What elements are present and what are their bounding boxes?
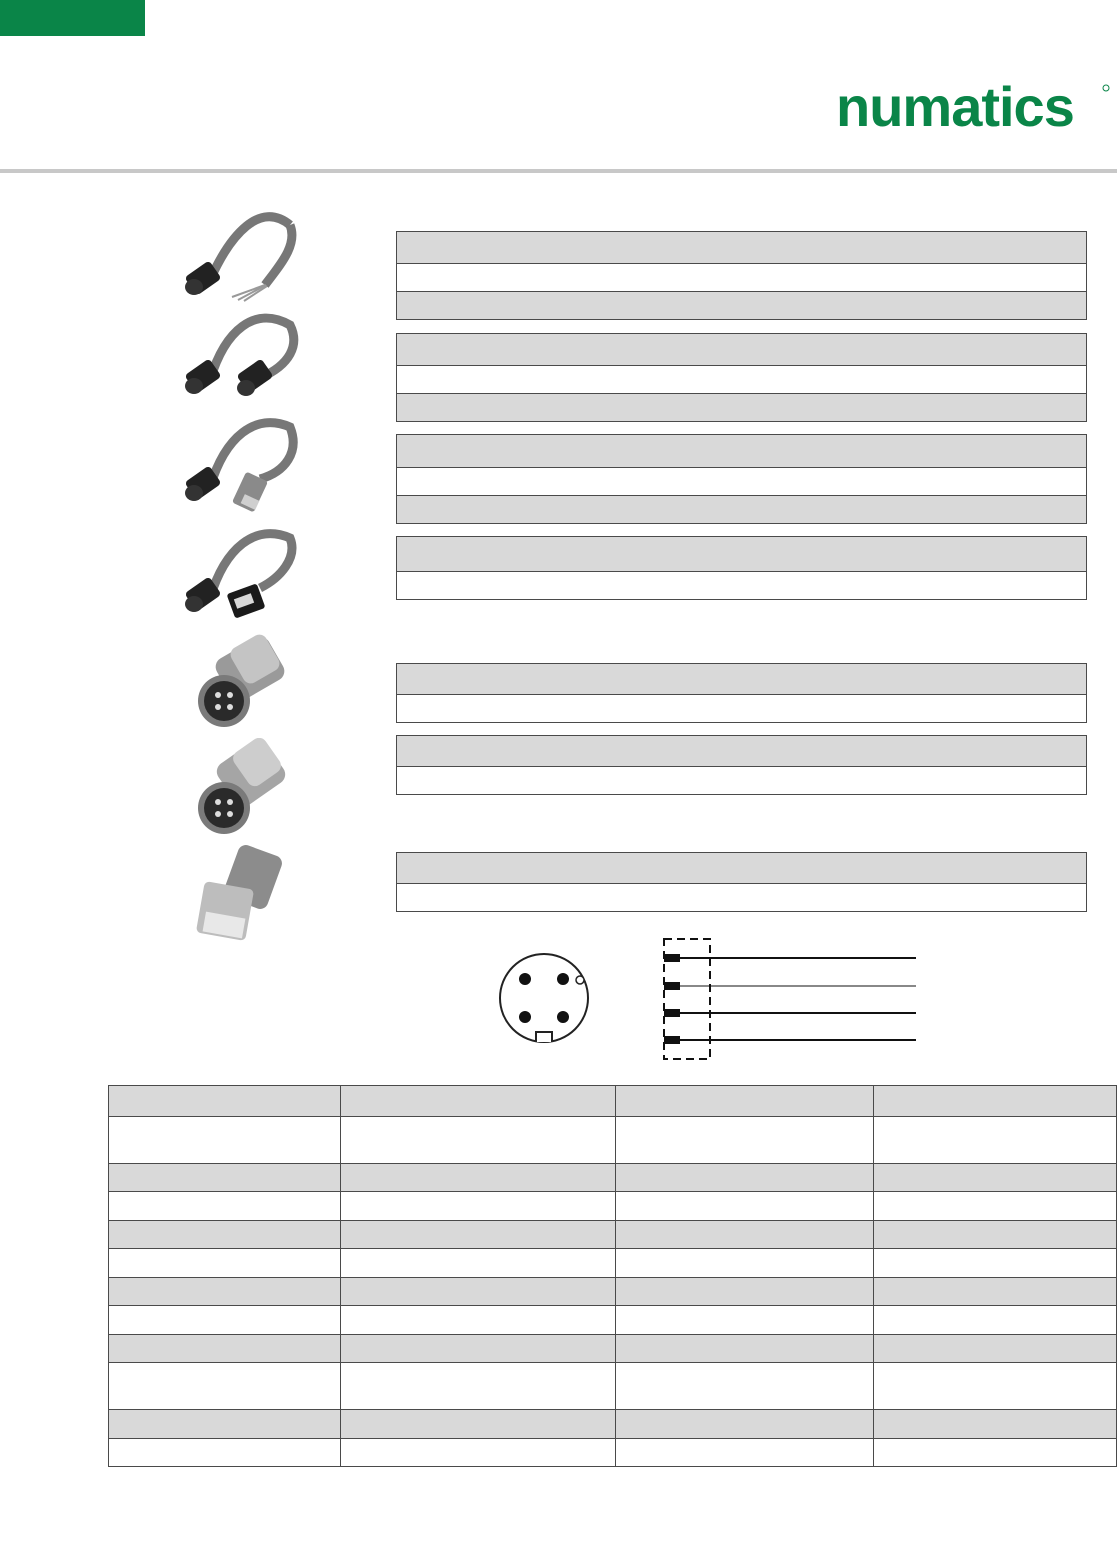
spec-row xyxy=(397,767,1087,795)
spec-table-m12-field-connector xyxy=(396,663,1087,723)
spec-row xyxy=(397,468,1087,496)
table-cell xyxy=(616,1221,874,1249)
table-cell xyxy=(109,1192,341,1221)
table-cell xyxy=(340,1278,616,1306)
table-cell xyxy=(340,1192,616,1221)
spec-row xyxy=(397,695,1087,723)
table-cell xyxy=(109,1221,341,1249)
column-header xyxy=(340,1086,616,1117)
table-cell xyxy=(874,1278,1117,1306)
spec-table-cable-open-end xyxy=(396,231,1087,320)
table-cell xyxy=(109,1278,341,1306)
table-cell xyxy=(616,1278,874,1306)
table-row xyxy=(109,1363,1117,1410)
table-cell xyxy=(109,1363,341,1410)
table-cell xyxy=(340,1249,616,1278)
table-cell xyxy=(616,1363,874,1410)
table-cell xyxy=(340,1221,616,1249)
spec-table-cable-m12-m12 xyxy=(396,333,1087,422)
table-cell xyxy=(340,1439,616,1467)
table-cell xyxy=(616,1164,874,1192)
spec-table-cable-m12-rj45 xyxy=(396,434,1087,524)
table-cell xyxy=(616,1117,874,1164)
column-header xyxy=(109,1086,341,1117)
spec-row xyxy=(397,232,1087,264)
table-row xyxy=(109,1278,1117,1306)
cable-m12-to-m12-icon xyxy=(180,310,300,410)
table-row xyxy=(109,1410,1117,1439)
table-cell xyxy=(340,1410,616,1439)
table-cell xyxy=(340,1306,616,1335)
table-row xyxy=(109,1306,1117,1335)
table-row xyxy=(109,1249,1117,1278)
cable-m12-open-end-icon xyxy=(180,205,300,305)
m12-field-connector-icon xyxy=(180,633,300,733)
table-cell xyxy=(616,1306,874,1335)
spec-table-rj45-field-connector xyxy=(396,852,1087,912)
registered-mark-icon xyxy=(1103,85,1109,91)
m12-field-connector-angled-icon xyxy=(180,738,300,838)
logo-text: numatics xyxy=(836,80,1074,132)
table-cell xyxy=(874,1192,1117,1221)
table-cell xyxy=(340,1164,616,1192)
cable-m12-to-rj45-black-icon xyxy=(180,528,300,628)
table-row xyxy=(109,1117,1117,1164)
table-cell xyxy=(874,1249,1117,1278)
spec-row xyxy=(397,366,1087,394)
table-cell xyxy=(109,1249,341,1278)
table-cell xyxy=(874,1335,1117,1363)
table-cell xyxy=(340,1335,616,1363)
table-cell xyxy=(109,1410,341,1439)
table-row xyxy=(109,1335,1117,1363)
numatics-logo xyxy=(836,80,1110,132)
header-accent-bar xyxy=(0,0,145,36)
spec-row xyxy=(397,264,1087,292)
table-row xyxy=(109,1439,1117,1467)
table-cell xyxy=(616,1439,874,1467)
spec-row xyxy=(397,334,1087,366)
spec-row xyxy=(397,853,1087,884)
table-cell xyxy=(109,1164,341,1192)
table-cell xyxy=(109,1306,341,1335)
table-cell xyxy=(616,1249,874,1278)
specifications-table xyxy=(108,1085,1117,1467)
spec-row xyxy=(397,572,1087,600)
table-cell xyxy=(874,1410,1117,1439)
table-cell xyxy=(874,1439,1117,1467)
table-row xyxy=(109,1164,1117,1192)
table-cell xyxy=(874,1164,1117,1192)
table-cell xyxy=(616,1192,874,1221)
table-cell xyxy=(109,1439,341,1467)
table-row xyxy=(109,1221,1117,1249)
table-cell xyxy=(874,1306,1117,1335)
header-divider xyxy=(0,169,1117,173)
spec-row xyxy=(397,884,1087,912)
table-row xyxy=(109,1192,1117,1221)
table-cell xyxy=(874,1117,1117,1164)
table-cell xyxy=(109,1335,341,1363)
spec-row xyxy=(397,664,1087,695)
rj45-field-connector-icon xyxy=(180,845,300,945)
m12-d-coded-pin-face-icon xyxy=(496,950,592,1046)
table-cell xyxy=(616,1335,874,1363)
spec-row xyxy=(397,736,1087,767)
spec-row xyxy=(397,537,1087,572)
spec-row xyxy=(397,394,1087,422)
column-header xyxy=(874,1086,1117,1117)
spec-row xyxy=(397,496,1087,524)
cable-m12-to-rj45-icon xyxy=(180,417,300,517)
table-cell xyxy=(616,1410,874,1439)
spec-table-cable-m12-rj45-black xyxy=(396,536,1087,600)
table-cell xyxy=(874,1363,1117,1410)
column-header xyxy=(616,1086,874,1117)
table-cell xyxy=(874,1221,1117,1249)
shielded-wiring-icon xyxy=(660,936,920,1062)
spec-row xyxy=(397,435,1087,468)
table-cell xyxy=(340,1117,616,1164)
table-cell xyxy=(109,1117,341,1164)
spec-row xyxy=(397,292,1087,320)
table-cell xyxy=(340,1363,616,1410)
spec-table-m12-field-connector-angled xyxy=(396,735,1087,795)
